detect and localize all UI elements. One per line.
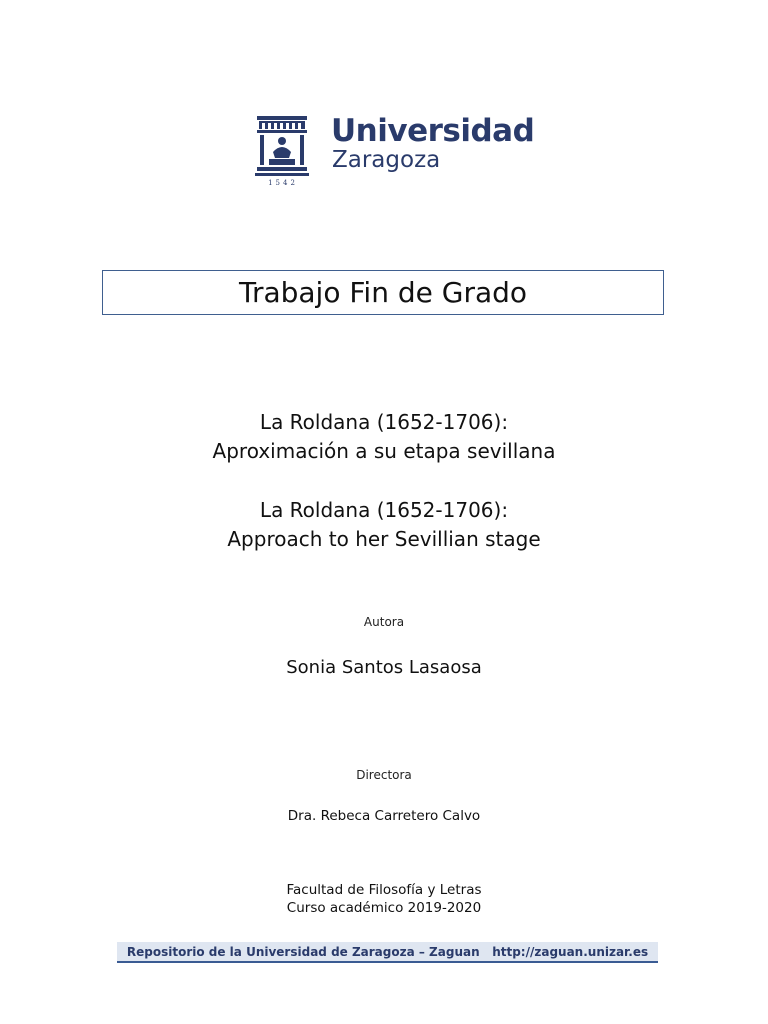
thesis-title-es-line1: La Roldana (1652-1706): bbox=[259, 410, 509, 434]
logo-year: 1542 bbox=[268, 179, 298, 187]
thesis-title-es-line2: Aproximación a su etapa sevillana bbox=[212, 439, 556, 463]
director-name: Dra. Rebeca Carretero Calvo bbox=[287, 808, 481, 824]
academic-year: Curso académico 2019-2020 bbox=[286, 900, 482, 916]
logo-city-name: Zaragoza bbox=[332, 147, 441, 173]
repository-name: Repositorio de la Universidad de Zaragoza – Zaguan bbox=[126, 944, 480, 959]
faculty-name: Facultad de Filosofía y Letras bbox=[286, 882, 482, 898]
director-label: Directora bbox=[356, 768, 412, 782]
repository-link[interactable]: http://zaguan.unizar.es bbox=[492, 944, 649, 959]
document-title: Trabajo Fin de Grado bbox=[238, 276, 528, 309]
university-logo bbox=[255, 112, 535, 192]
document-title-box bbox=[102, 270, 664, 315]
author-name: Sonia Santos Lasaosa bbox=[286, 657, 482, 678]
thesis-title-en-line1: La Roldana (1652-1706): bbox=[259, 498, 509, 522]
author-label: Autora bbox=[363, 615, 405, 629]
thesis-title-en-line2: Approach to her Sevillian stage bbox=[227, 527, 541, 551]
logo-university-name: Universidad bbox=[331, 113, 535, 149]
repository-footer bbox=[117, 942, 658, 963]
